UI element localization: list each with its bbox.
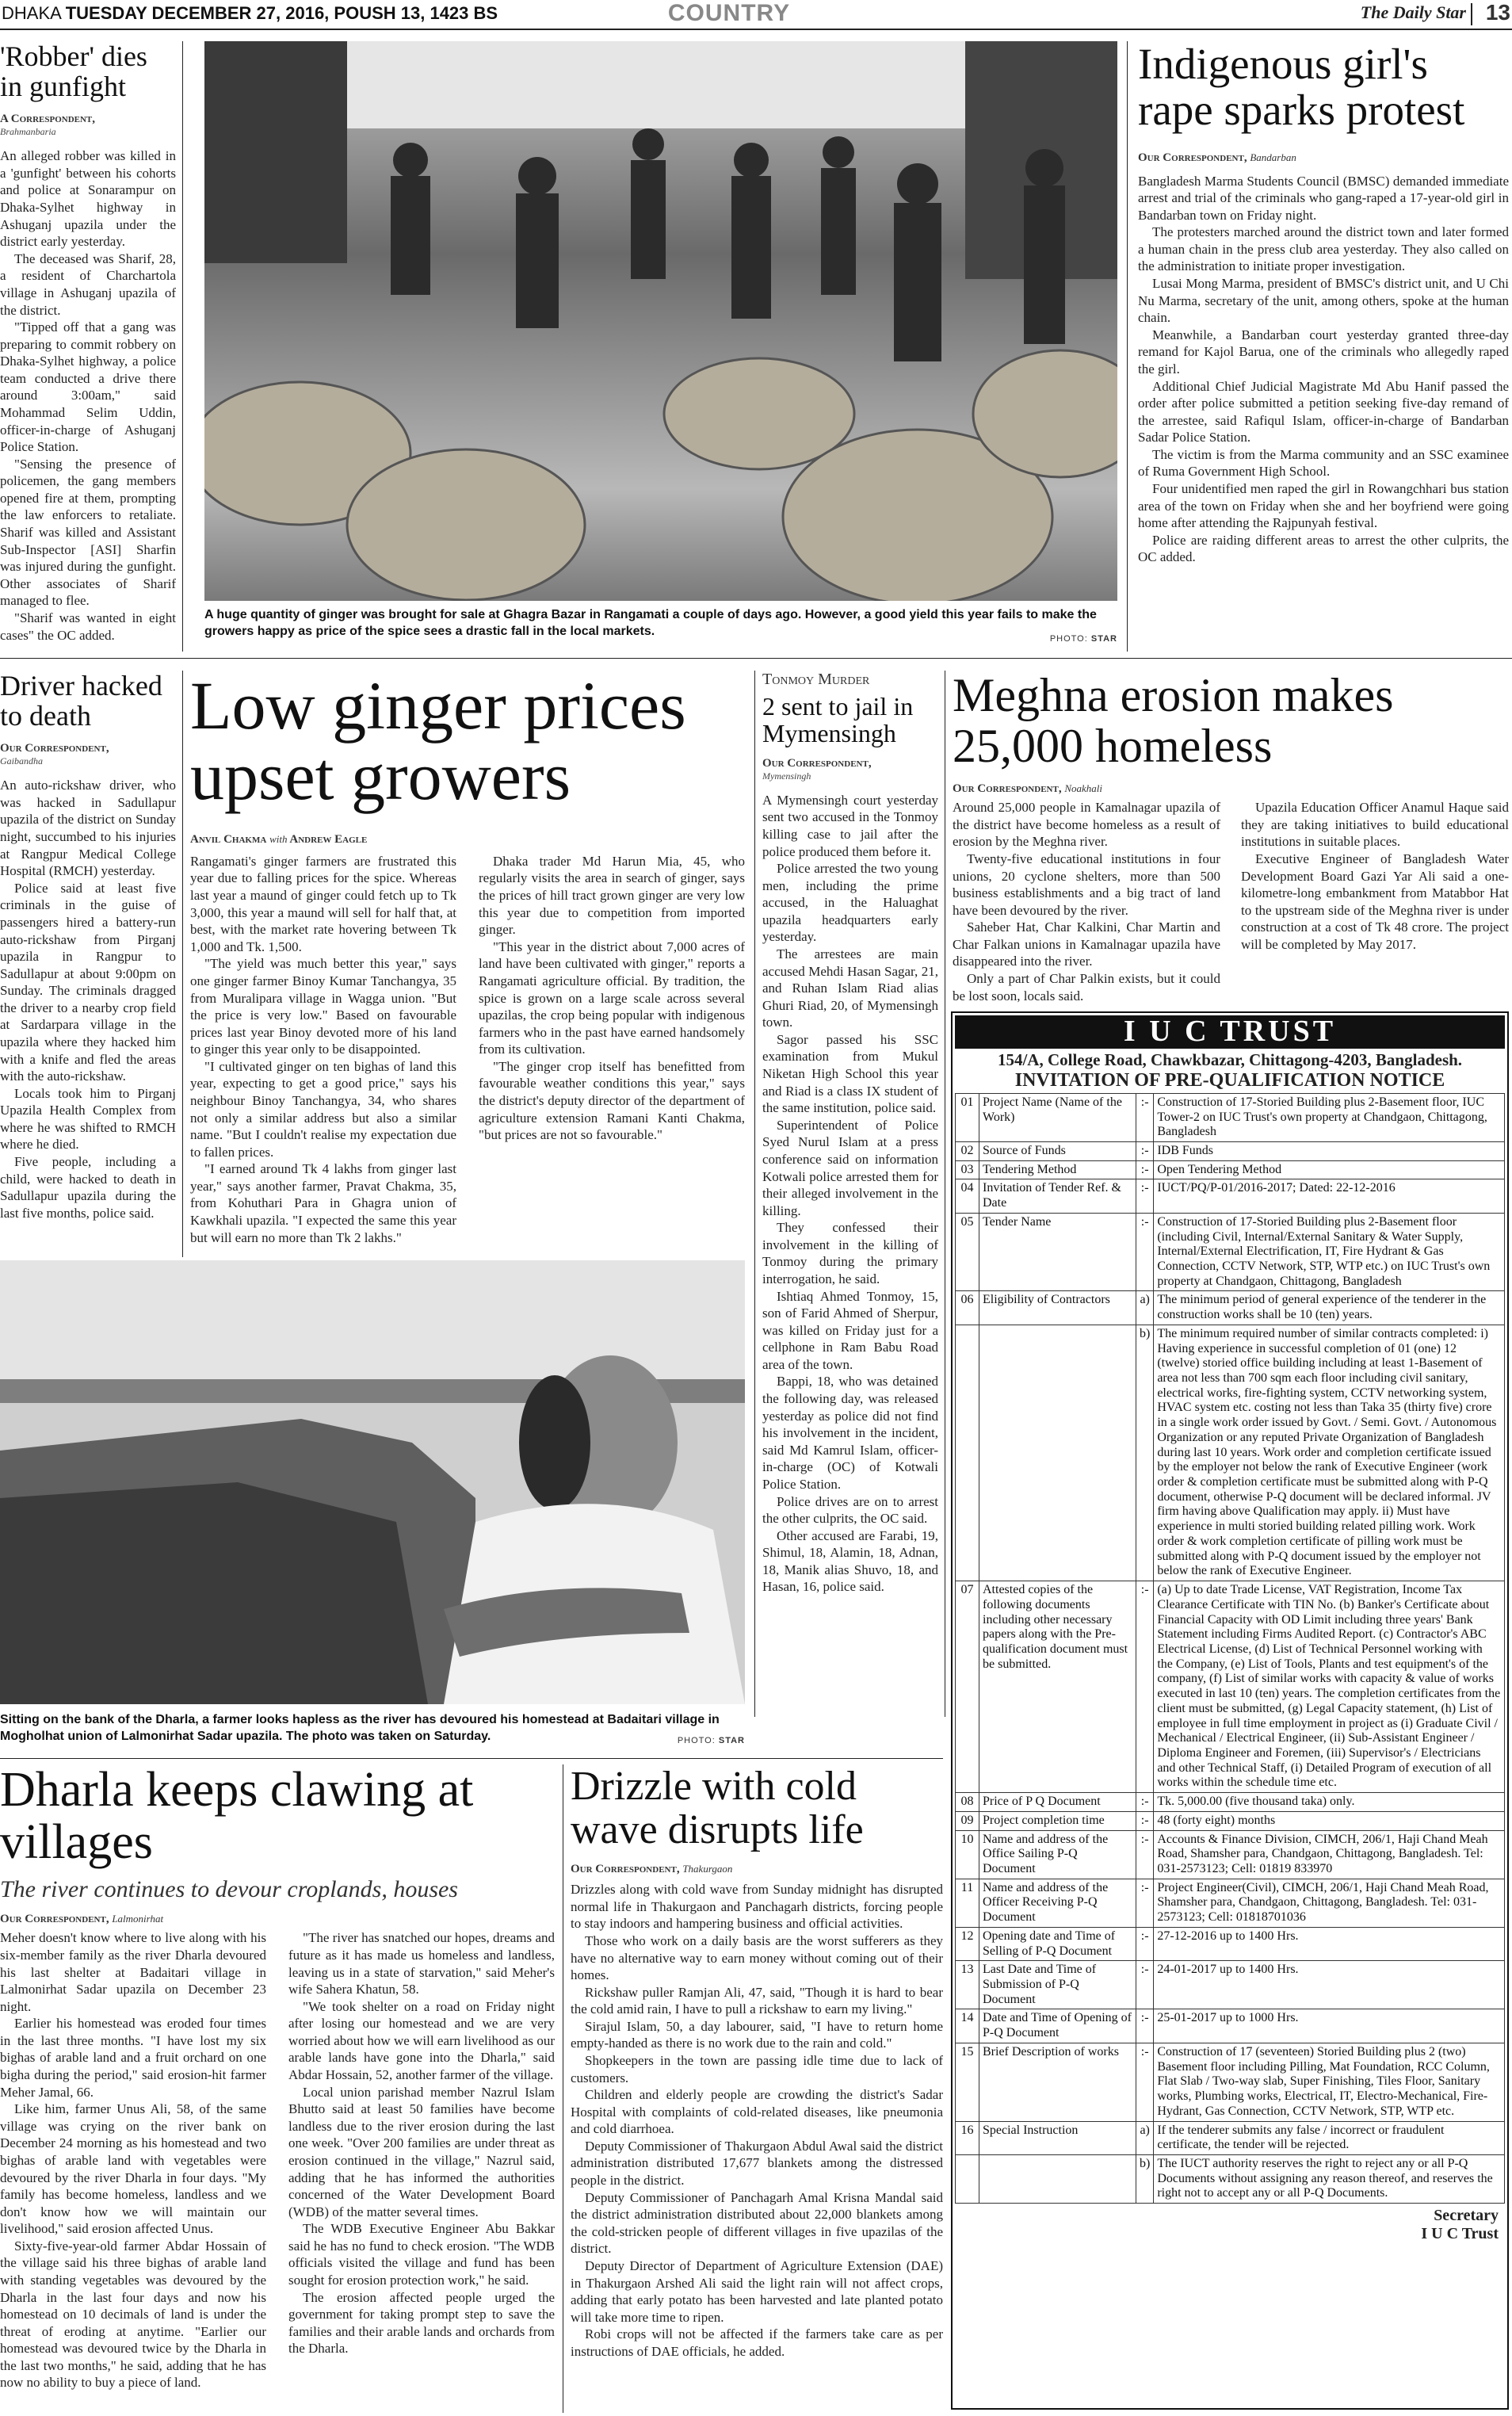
dateline: Gaibandha bbox=[0, 755, 43, 767]
paragraph: Rickshaw puller Ramjan Ali, 47, said, "Though it is hard to bear the cold amid rain, I have to pull a rickshaw to earn my living." bbox=[571, 1984, 943, 2017]
column-rule bbox=[754, 671, 755, 1717]
byline: Our Correspondent, bbox=[762, 756, 872, 770]
notice-row bbox=[956, 1325, 1505, 1581]
notice-row bbox=[956, 1830, 1505, 1879]
photo-credit bbox=[650, 1736, 745, 1745]
paragraph: They confessed their involvement in the killing of Tonmoy during the primary interrogation, he said. bbox=[762, 1220, 938, 1286]
dateline-date: TUESDAY DECEMBER 27, 2016, POUSH 13, 1423 BS bbox=[65, 3, 498, 23]
paragraph: Five people, including a child, were hacked to death in Sadullapur upazila during the last five months, police said. bbox=[0, 1154, 176, 1221]
notice-row bbox=[956, 1581, 1505, 1793]
paragraph: Around 25,000 people in Kamalnagar upazila of the district have become homeless as a result of erosion by the Meghna river. bbox=[953, 800, 1220, 850]
paragraph: Dhaka trader Md Harun Mia, 45, who regularly visits the area in search of ginger, says the prices of hill tract grown ginger are very low this year due to competition from imported ginger. bbox=[479, 853, 745, 938]
signature-block bbox=[955, 2207, 1505, 2243]
article-rape bbox=[1138, 41, 1509, 652]
dateline: Brahmanbaria bbox=[0, 126, 56, 138]
byline bbox=[953, 782, 1509, 796]
iuc-trust-advertisement bbox=[951, 1011, 1509, 2410]
sign-title: Secretary bbox=[1434, 2207, 1499, 2225]
paragraph: Twenty-five educational institutions in four unions, 20 cyclone shelters, more than 500 business establishments and a big tract of land have been devoured by the river. bbox=[953, 851, 1220, 918]
row-value: Construction of 17-Storied Building plus 2-Basement floor, IUC Tower-2 on IUC Trust's own property at Chandgaon, Chittagong, Bangladesh bbox=[1154, 1093, 1505, 1141]
sign-org: I U C Trust bbox=[1421, 2225, 1499, 2243]
row-separator: :- bbox=[1136, 1830, 1154, 1879]
dateline-city: DHAKA bbox=[2, 3, 61, 23]
headline: Drizzle with cold wave disrupts life bbox=[571, 1764, 864, 1853]
paragraph: Meanwhile, a Bandarban court yesterday granted three-day remand for Kajol Barua, one of the criminals who allegedly raped the girl. bbox=[1138, 327, 1509, 377]
credit-label: PHOTO: bbox=[1049, 634, 1088, 644]
paragraph: Earlier his homestead was eroded four times in the last three months. "I have lost my six bighas of arable land and a fruit orchard on one bigha during the period," said erosion-hit farmer Meher Jamal, 66. bbox=[0, 2016, 266, 2100]
article-dharla bbox=[0, 1764, 555, 2413]
subheadline: The river continues to devour croplands, houses bbox=[0, 1876, 458, 1903]
row-number: 09 bbox=[956, 1811, 979, 1830]
paragraph: Police drives are on to arrest the other culprits, the OC said. bbox=[762, 1493, 938, 1527]
row-separator: a) bbox=[1136, 1291, 1154, 1325]
row-separator: :- bbox=[1136, 1581, 1154, 1793]
row-value: (a) Up to date Trade License, VAT Registration, Income Tax Clearance Certificate with TIN No. (b) Banker's Certificate about Financial Capacity with OD Limit including three years' Bank Statement including Firms Audited Report. (c) Contractor's ABC Electrical License, (d) List of Technical Personnel working with the Company, (e) List of Tools, Plants and test equipment's of the company, (f) List of similar works with capacity & value of works executed in last 10 (ten) years. The completion certificates from the client must be submitted, (g) Legal Capacity statement, (h) List of employee in full time employment in project as (i) Graduate Civil / Mechanical / Electrical Engineer, (ii) Sub-Assistant Engineer / Diploma Engineer and Foremen, (iii) Supervisor's / Electricians and other Technical Staff, (i) Detailed Program of execution of all works within the schedule time etc. bbox=[1154, 1581, 1505, 1793]
row-value: Construction of 17 (seventeen) Storied Building plus 2 (two) Basement floor including Pilling, Mat Foundation, RCC Column, Flat Slab / Two-way slab, Super Finishing, Tiles Floor, Sanitary works, Plumbing works, Electrical, IT, Electro-Mechanical, Fire-Hydrant, Gas Connection, CCTV Network, STP, WTP etc. bbox=[1154, 2043, 1505, 2121]
ad-notice-title: INVITATION OF PRE-QUALIFICATION NOTICE bbox=[1014, 1069, 1445, 1091]
photo-scene bbox=[204, 41, 1117, 601]
paragraph: Additional Chief Judicial Magistrate Md Abu Hanif passed the order after police submitted a petition seeking five-day remand of the arrestee, said Rafiqul Islam, officer-in-charge of Bandarban Sadar Police Station. bbox=[1138, 378, 1509, 445]
row-label bbox=[979, 2154, 1136, 2203]
row-number: 10 bbox=[956, 1830, 979, 1879]
byline-place: Bandarban bbox=[1250, 151, 1296, 163]
byline bbox=[1138, 151, 1509, 165]
paper-name: The Daily Star bbox=[1360, 2, 1466, 22]
row-value: The minimum required number of similar contracts completed: i) Having experience in successful completion of 01 (one) 12 (twelve) storied office building including at least 1-Basement of area not less than 700 sqm each floor including civil sanitary, electrical works, fire-fighting system, CCTV networking system, HVAC system etc. costing not less than Taka 35 (thirty five) crore in a single work order issued by Govt. / Semi. Govt. / Autonomous Organization or any reputed Private Organization of Bangladesh during last 10 years. Work order and completion certificate issued by the employer not below the rank of Executive Engineer (work order & completion certificate must be submitted along with P-Q document, otherwise P-Q document will be declared informal. JV firm having above Qualification may apply. ii) Must have experience in multi storied building related pilling work. Work order & work completion certificate of pilling work must be submitted along with P-Q document issued by the employer not below the rank of Executive Engineer. bbox=[1154, 1325, 1505, 1581]
headline: Indigenous girl's rape sparks protest bbox=[1138, 41, 1465, 135]
row-label bbox=[979, 1325, 1136, 1581]
byline-with: with bbox=[269, 832, 288, 845]
article-tonmoy bbox=[762, 671, 938, 1780]
row-value: IUCT/PQ/P-01/2016-2017; Dated: 22-12-2016 bbox=[1154, 1179, 1505, 1213]
row-rule bbox=[0, 658, 1512, 659]
paragraph: Rangamati's ginger farmers are frustrated this year due to falling prices for the spice. Whereas last year a maund of ginger could fetch up to Tk 3,000, this year a maund will sell for half that, at best, with the market rate hovering between Tk 1,000 and Tk. 1,500. bbox=[190, 853, 456, 954]
paragraph: "The yield was much better this year," says one ginger farmer Binoy Kumar Tanchangya, 35 from Muralipara village in Wagga union. "But the price is very low." Based on favourable prices last year Binoy devoted more of his land to ginger this year only to be disappointed. bbox=[190, 956, 456, 1057]
byline-author: Andrew Eagle bbox=[289, 832, 368, 846]
paragraph: "The ginger crop itself has benefitted from favourable weather conditions this year," says the district's deputy director of the department of agriculture extension Ramani Kanti Chakma, "but prices are not so favourable." bbox=[479, 1058, 745, 1143]
paragraph: "Sensing the presence of policemen, the gang members opened fire at them, prompting the law enforcers to retaliate. Sharif was killed and Assistant Sub-Inspector [ASI] Sharfin was injured during the gunfight. Other associates of Sharif managed to flee. bbox=[0, 456, 176, 609]
row-label: Source of Funds bbox=[979, 1141, 1136, 1160]
headline: Meghna erosion makes 25,000 homeless bbox=[953, 671, 1394, 772]
row-value: 24-01-2017 up to 1400 Hrs. bbox=[1154, 1961, 1505, 2009]
article-body bbox=[0, 147, 176, 644]
article-body bbox=[571, 1881, 943, 2360]
paragraph: The protesters marched around the district town and later formed a human chain in the press club area yesterday. They also called on the administration to initiate proper investigation. bbox=[1138, 224, 1509, 274]
row-label: Eligibility of Contractors bbox=[979, 1291, 1136, 1325]
row-number bbox=[956, 1325, 979, 1581]
row-separator: b) bbox=[1136, 1325, 1154, 1581]
paragraph: Robi crops will not be affected if the farmers take care as per instructions of DAE officials, he added. bbox=[571, 2326, 943, 2359]
article-meghna bbox=[953, 671, 1509, 1003]
page-header bbox=[0, 0, 1512, 30]
credit-name: STAR bbox=[718, 1736, 745, 1745]
column-rule bbox=[182, 41, 183, 652]
headline: Low ginger prices upset growers bbox=[190, 671, 686, 815]
byline-place: Thakurgaon bbox=[682, 1863, 733, 1875]
paragraph: Other accused are Farabi, 19, Shimul, 18, Alamin, 18, Adnan, 18, Manik alias Shuvo, 18, and Hasan, 16, police said. bbox=[762, 1527, 938, 1595]
paragraph: Four unidentified men raped the girl in Rowangchhari bus station area of the town on Friday when she and her boyfriend were going home after attending the Rajpunyah festival. bbox=[1138, 481, 1509, 531]
kicker: Tonmoy Murder bbox=[762, 671, 870, 688]
notice-row bbox=[956, 2009, 1505, 2043]
row-value: The minimum period of general experience of the tenderer in the construction works shall be 10 (ten) years. bbox=[1154, 1291, 1505, 1325]
notice-row bbox=[956, 1927, 1505, 1960]
row-value: 25-01-2017 up to 1000 Hrs. bbox=[1154, 2009, 1505, 2043]
notice-row bbox=[956, 1811, 1505, 1830]
paragraph: An alleged robber was killed in a 'gunfight' between his cohorts and police at Sonarampur on Dhaka-Sylhet highway in Ashuganj upazila under the district early yesterday. bbox=[0, 148, 176, 250]
row-label: Special Instruction bbox=[979, 2121, 1136, 2154]
row-label: Name and address of the Officer Receiving P-Q Document bbox=[979, 1879, 1136, 1927]
row-value: 48 (forty eight) months bbox=[1154, 1811, 1505, 1830]
ginger-market-photo bbox=[204, 41, 1117, 601]
row-label: Invitation of Tender Ref. & Date bbox=[979, 1179, 1136, 1213]
paragraph: "I earned around Tk 4 lakhs from ginger last year," says another farmer, Pravat Chakma, 35, from Kohuthari Para in Ghagra union of Kawkhali upazila. "I expected the same this year but will earn no more than Tk 2 lakhs." bbox=[190, 1161, 456, 1245]
paragraph: Upazila Education Officer Anamul Haque said they are taking initiatives to build educational institutions in suitable places. bbox=[1241, 800, 1509, 850]
paragraph: "I cultivated ginger on ten bighas of land this year, expecting to get a good price," says his neighbour Binoy Tanchangya, 34, who shares not only a similar address but also a similar name. "But I couldn't realise my expectation due to fallen prices. bbox=[190, 1058, 456, 1160]
row-separator: :- bbox=[1136, 1793, 1154, 1812]
row-separator: a) bbox=[1136, 2121, 1154, 2154]
notice-row bbox=[956, 2043, 1505, 2121]
page-number: 13 bbox=[1485, 0, 1510, 25]
paragraph: "The river has snatched our hopes, dreams and future as it has made us homeless and landless, leaving us in a state of starvation," said Meher's wife Sahera Khatun, 58. bbox=[288, 1930, 555, 1997]
row-value: Accounts & Finance Division, CIMCH, 206/1, Haji Chand Meah Road, Shamsher para, Chandgaon, Chittagong, Bangladesh. Tel: 031-2573123; Cell: 01819 833970 bbox=[1154, 1830, 1505, 1879]
paragraph: The victim is from the Marma community and an SSC examinee of Ruma Government High School. bbox=[1138, 446, 1509, 480]
paragraph: Meher doesn't know where to live along with his six-member family as the river Dharla devoured his last shelter at Badaitari village in Lalmonirhat Sadar upazila on December 23 night. bbox=[0, 1930, 266, 2014]
photo-scene bbox=[0, 1260, 745, 1704]
paragraph: Shopkeepers in the town are passing idle time due to lack of customers. bbox=[571, 2053, 943, 2085]
row-separator: :- bbox=[1136, 1160, 1154, 1179]
row-number: 11 bbox=[956, 1879, 979, 1927]
credit-name: STAR bbox=[1090, 634, 1117, 644]
row-label: Name and address of the Office Sailing P-Q Document bbox=[979, 1830, 1136, 1879]
row-number: 05 bbox=[956, 1213, 979, 1291]
row-number: 12 bbox=[956, 1927, 979, 1960]
paragraph: Executive Engineer of Bangladesh Water Development Board Gazi Yar Ali said a one-kilometre-long embankment from Matabbor Hat to the upstream side of the Meghna river is under construction at a cost of Tk 48 crore. The project will be completed by May 2017. bbox=[1241, 851, 1509, 952]
paragraph: Locals took him to Pirganj Upazila Health Complex from where he was shifted to RMCH where he died. bbox=[0, 1085, 176, 1153]
row-number: 06 bbox=[956, 1291, 979, 1325]
row-label: Project Name (Name of the Work) bbox=[979, 1093, 1136, 1141]
row-number: 16 bbox=[956, 2121, 979, 2154]
byline-author: Anvil Chakma bbox=[190, 832, 267, 846]
row-number: 15 bbox=[956, 2043, 979, 2121]
paragraph: Police said at least five criminals in the guise of passengers hired a battery-run auto-rickshaw from Pirganj upazila in Rangpur to Sadullapur at about 9:00pm on Sunday. The criminals dragged the driver to a nearby crop field at Sardarpara village in the upazila where they hacked him with a knife and fled the areas with the auto-rickshaw. bbox=[0, 880, 176, 1084]
row-number: 02 bbox=[956, 1141, 979, 1160]
ad-address: 154/A, College Road, Chawkbazar, Chittagong-4203, Bangladesh. bbox=[997, 1049, 1463, 1069]
byline-place: Lalmonirhat bbox=[112, 1913, 164, 1925]
paragraph: Drizzles along with cold wave from Sunday midnight has disrupted normal life in Thakurgaon and Panchagarh districts, forcing people to stay indoors and hampering business and official activities. bbox=[571, 1882, 943, 1932]
row-value: The IUCT authority reserves the right to reject any or all P-Q Documents without assigning any reason thereof, and reserves the right not to accept any or all P-Q Documents. bbox=[1154, 2154, 1505, 2203]
paragraph: "Sharif was wanted in eight cases" the OC added. bbox=[0, 610, 176, 643]
ad-title: I U C TRUST bbox=[955, 1015, 1505, 1049]
byline-name: Our Correspondent, bbox=[0, 1913, 109, 1926]
paragraph: Police are raiding different areas to arrest the other culprits, the OC added. bbox=[1138, 532, 1509, 565]
notice-row bbox=[956, 1093, 1505, 1141]
row-value: Tk. 5,000.00 (five thousand taka) only. bbox=[1154, 1793, 1505, 1812]
paragraph: Like him, farmer Unus Ali, 58, of the same village was crying on the river bank on December 24 morning as his homestead and two bighas of arable land with vegetables were devoured by the river Dharla in four days. "My family has become homeless, landless and we don't know how we will maintain our livelihood," said erosion affected Unus. bbox=[0, 2101, 266, 2237]
paragraph: Saheber Hat, Char Kalkini, Char Martin and Char Falkan unions in Kamalnagar upazila have disappeared into the river. bbox=[953, 919, 1220, 969]
notice-row bbox=[956, 1160, 1505, 1179]
header-divider bbox=[1471, 3, 1472, 25]
paragraph: "We took shelter on a road on Friday night after losing our homestead and we are very worried about how we will earn livelihood as our arable lands have gone into the Dharla," said Abdar Hossain, 52, another farmer of the village. bbox=[288, 1998, 555, 2083]
article-body bbox=[762, 792, 938, 1596]
paragraph: Deputy Commissioner of Panchagarh Amal Krisna Mandal said the district administration distributed about 22,000 blankets among the cold-stricken people of different villages in five upazilas of the district. bbox=[571, 2189, 943, 2257]
paragraph: Lusai Mong Marma, president of BMSC's district unit, and U Chi Nu Marma, secretary of the unit, among others, spoke at the human chain. bbox=[1138, 276, 1509, 326]
byline: A Correspondent, bbox=[0, 113, 96, 126]
headline: 2 sent to jail in Mymensingh bbox=[762, 692, 914, 747]
paragraph: Sirajul Islam, 50, a day labourer, said, "I have to return home empty-handed as there is no work due to the rain and cold." bbox=[571, 2018, 943, 2051]
row-label: Brief Description of works bbox=[979, 2043, 1136, 2121]
article-body bbox=[1138, 173, 1509, 566]
paragraph: Ishtiaq Ahmed Tonmoy, 15, son of Farid Ahmed of Sherpur, was killed on Friday just for a cellphone in Ram Babu Road area of the town. bbox=[762, 1288, 938, 1372]
byline-name: Our Correspondent, bbox=[571, 1863, 680, 1876]
byline bbox=[571, 1863, 943, 1876]
notice-row bbox=[956, 1141, 1505, 1160]
notice-row bbox=[956, 2121, 1505, 2154]
article-body bbox=[190, 853, 745, 1257]
row-label: Tendering Method bbox=[979, 1160, 1136, 1179]
article-body bbox=[0, 777, 176, 1221]
byline: Our Correspondent, bbox=[0, 742, 109, 755]
notice-table bbox=[955, 1093, 1505, 2204]
paragraph: Deputy Commissioner of Thakurgaon Abdul Awal said the district administration distributed 17,677 blankets among the distressed people in the district. bbox=[571, 2138, 943, 2189]
row-number: 08 bbox=[956, 1793, 979, 1812]
row-value: IDB Funds bbox=[1154, 1141, 1505, 1160]
row-value: If the tenderer submits any false / incorrect or fraudulent certificate, the tender will be rejected. bbox=[1154, 2121, 1505, 2154]
byline-place: Noakhali bbox=[1064, 782, 1102, 795]
row-separator: b) bbox=[1136, 2154, 1154, 2203]
article-ginger bbox=[190, 671, 745, 1257]
header-rule bbox=[0, 29, 1512, 30]
row-separator: :- bbox=[1136, 1879, 1154, 1927]
row-value: Project Engineer(Civil), CIMCH, 206/1, Haji Chand Meah Road, Shamsher para, Chandgaon, Chittagong, Bangladesh. Tel: 031-2573123; Cell: 01818701036 bbox=[1154, 1879, 1505, 1927]
paragraph: A Mymensingh court yesterday sent two accused in the Tonmoy killing case to jail after the police produced them before it. bbox=[762, 792, 938, 859]
row-number: 13 bbox=[956, 1961, 979, 2009]
dateline: Mymensingh bbox=[762, 770, 811, 782]
paragraph: The WDB Executive Engineer Abu Bakkar said he has no fund to check erosion. "The WDB officials visited the village and fund has been sought for erosion protection work," he said. bbox=[288, 2221, 555, 2288]
headline: Dharla keeps clawing at villages bbox=[0, 1764, 474, 1869]
byline-name: Our Correspondent, bbox=[1138, 151, 1247, 164]
paragraph: The deceased was Sharif, 28, a resident of Charchartola village in Ashuganj upazila of the district. bbox=[0, 250, 176, 318]
row-label: Date and Time of Opening of P-Q Document bbox=[979, 2009, 1136, 2043]
row-rule bbox=[0, 1758, 943, 1759]
row-number: 03 bbox=[956, 1160, 979, 1179]
article-robber bbox=[0, 41, 176, 652]
paragraph: Deputy Director of Department of Agriculture Extension (DAE) in Thakurgaon Arshed Ali said the light rain will not affect crops, adding that early potato has been harvested and late planted potato will take more time to ripen. bbox=[571, 2257, 943, 2325]
credit-label: PHOTO: bbox=[677, 1736, 716, 1745]
headline: 'Robber' dies in gunfight bbox=[0, 41, 147, 103]
row-number: 01 bbox=[956, 1093, 979, 1141]
paper-logo bbox=[1300, 2, 1466, 23]
byline-name: Our Correspondent, bbox=[953, 782, 1062, 796]
row-number bbox=[956, 2154, 979, 2203]
notice-row bbox=[956, 1213, 1505, 1291]
row-number: 07 bbox=[956, 1581, 979, 1793]
article-body bbox=[953, 799, 1509, 1003]
paragraph: Those who work on a daily basis are the worst sufferers as they have no alternative way to earn money without coming out of their homes. bbox=[571, 1932, 943, 1983]
row-separator: :- bbox=[1136, 1141, 1154, 1160]
row-separator: :- bbox=[1136, 1179, 1154, 1213]
notice-row bbox=[956, 1179, 1505, 1213]
row-label: Attested copies of the following documents including other necessary papers along with the Pre-qualification document must be submitted. bbox=[979, 1581, 1136, 1793]
article-body bbox=[0, 1929, 555, 2405]
notice-row bbox=[956, 1961, 1505, 2009]
byline bbox=[190, 833, 745, 847]
notice-row bbox=[956, 1879, 1505, 1927]
paragraph: The arrestees are main accused Mehdi Hasan Sagar, 21, and Ruhan Islam Riad alias Ghuri Riad, 20, of Mymensingh town. bbox=[762, 946, 938, 1030]
paragraph: Sagor passed his SSC examination from Mukul Niketan High School this year and Riad is a class IX student of the same institution, police said. bbox=[762, 1031, 938, 1116]
photo-caption: Sitting on the bank of the Dharla, a farmer looks hapless as the river has devoured his homestead at Badaitari village in Mogholhat union of Lalmonirhat Sadar upazila. The photo was taken on Saturday. bbox=[0, 1713, 720, 1743]
paragraph: Local union parishad member Nazrul Islam Bhutto said at least 50 families have become landless due to the river erosion during the last one week. "Over 200 families are under threat as erosion continued in the village," Nazrul said, adding that he has informed the authorities concerned of the Water Development Board (WDB) of the matter several times. bbox=[288, 2084, 555, 2219]
photo-caption: A huge quantity of ginger was brought for sale at Ghagra Bazar in Rangamati a couple of days ago. However, a good yield this year fails to make the growers happy as price of the spice sees a drastic fall in the local markets. bbox=[204, 608, 1097, 638]
notice-row bbox=[956, 1793, 1505, 1812]
row-label: Tender Name bbox=[979, 1213, 1136, 1291]
notice-row bbox=[956, 2154, 1505, 2203]
paragraph: The erosion affected people urged the government for taking prompt step to save the families and their arable lands and orchards from the Dharla. bbox=[288, 2289, 555, 2357]
paragraph: Bangladesh Marma Students Council (BMSC) demanded immediate arrest and trial of the criminals who gang-raped a 17-year-old girl in Bandarban town on Friday night. bbox=[1138, 173, 1509, 223]
row-number: 04 bbox=[956, 1179, 979, 1213]
column-rule bbox=[182, 671, 183, 1257]
row-value: Open Tendering Method bbox=[1154, 1160, 1505, 1179]
row-separator: :- bbox=[1136, 2043, 1154, 2121]
article-driver bbox=[0, 671, 176, 1257]
row-number: 14 bbox=[956, 2009, 979, 2043]
paragraph: "Tipped off that a gang was preparing to commit robbery on Dhaka-Sylhet highway, a police team conducted a drive there around 3:00am," said Mohammad Selim Uddin, officer-in-charge of Ashuganj Police Station. bbox=[0, 319, 176, 455]
section-name: COUNTRY bbox=[667, 0, 791, 26]
row-separator: :- bbox=[1136, 1811, 1154, 1830]
row-value: Construction of 17-Storied Building plus 2-Basement floor (including Civil, Internal/External Sanitary & Water Supply, Internal/External Electrification, IT, Fire Hydrant & Gas Connection, CCTV Network, STP, WTP etc.) on IUC Trust's own property at Chandgaon, Chittagong, Bangladesh bbox=[1154, 1213, 1505, 1291]
notice-row bbox=[956, 1291, 1505, 1325]
byline bbox=[0, 1913, 555, 1926]
paragraph: Superintendent of Police Syed Nurul Islam at a press conference said on information Kotwali police arrested them for their alleged involvement in the killing. bbox=[762, 1117, 938, 1218]
row-label: Last Date and Time of Submission of P-Q Document bbox=[979, 1961, 1136, 2009]
row-separator: :- bbox=[1136, 1213, 1154, 1291]
article-drizzle bbox=[571, 1764, 943, 2413]
row-separator: :- bbox=[1136, 1927, 1154, 1960]
dharla-river-photo bbox=[0, 1260, 745, 1704]
row-label: Opening date and Time of Selling of P-Q Document bbox=[979, 1927, 1136, 1960]
column-rule bbox=[1127, 41, 1128, 652]
dateline-header bbox=[2, 3, 498, 24]
paragraph: Only a part of Char Palkin exists, but it could be lost soon, locals said. bbox=[953, 970, 1220, 1003]
row-separator: :- bbox=[1136, 1961, 1154, 2009]
paragraph: "This year in the district about 7,000 acres of land have been cultivated with ginger," reports a Rangamati agriculture official. By tradition, the spice is grown on a large scale across several upazilas, the crop being popular with indigenous farmers who in the past have earned handsomely from its cultivation. bbox=[479, 938, 745, 1057]
paragraph: Sixty-five-year-old farmer Abdar Hossain of the village said his three bighas of arable land with standing vegetables was devoured by the Dharla in the last four days and now his homestead on 10 decimals of land is under the threat of eroding at anytime. "Earlier our homestead was devoured twice by the Dharla in the last two months," he said, adding that he has now no ability to buy a piece of land. bbox=[0, 2238, 266, 2391]
paragraph: Bappi, 18, who was detained the following day, was released yesterday as police did not find his involvement in the incident, said Md Kamrul Islam, officer-in-charge (OC) of Kotwali Police Station. bbox=[762, 1374, 938, 1492]
row-label: Project completion time bbox=[979, 1811, 1136, 1830]
row-separator: :- bbox=[1136, 2009, 1154, 2043]
paragraph: An auto-rickshaw driver, who was hacked in Sadullapur upazila of the district on Sunday night, succumbed to his injuries at Rangpur Medical College Hospital (RMCH) yesterday. bbox=[0, 778, 176, 879]
paragraph: Police arrested the two young men, including the prime accused, in the Haluaghat upazila headquarters early yesterday. bbox=[762, 861, 938, 945]
headline: Driver hacked to death bbox=[0, 671, 162, 732]
row-separator: :- bbox=[1136, 1093, 1154, 1141]
paragraph: Children and elderly people are crowding the district's Sadar Hospital with complaints of cold-related diseases, like pneumonia and cold diarrhoea. bbox=[571, 2087, 943, 2137]
photo-credit bbox=[1030, 634, 1117, 644]
row-value: 27-12-2016 up to 1400 Hrs. bbox=[1154, 1927, 1505, 1960]
row-label: Price of P Q Document bbox=[979, 1793, 1136, 1812]
